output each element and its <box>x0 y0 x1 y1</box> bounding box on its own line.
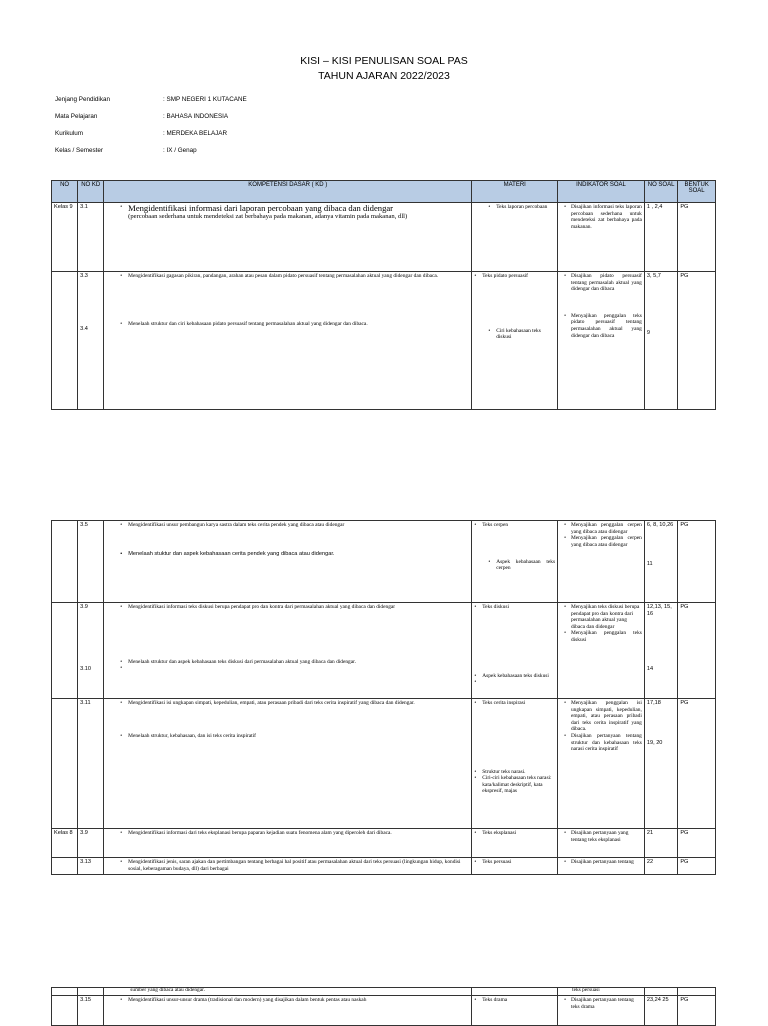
kompetensi-text: Menelaah struktur dan aspek kebahasaan teks diskusi dari permasalahan aktual yang dibaca dan didengar. <box>128 658 356 665</box>
kompetensi-text: Mengidentifikasi informasi teks diskusi berupa pendapat pro dan kontra dari permasalahan aktual yang dibaca dan didengar <box>128 604 396 610</box>
cell-kompetensi: • Mengidentifikasi unsur-unsur drama (tradisional dan modern) yang disajikan dalam bentuk pentas atau naskah <box>104 996 472 1026</box>
table-row <box>52 996 716 1026</box>
kompetensi-text: Mengidentifikasi gagasan pikiran, pandangan, arahan atau pesan dalam pidato persuasif tentang permasalahan aktual yang didengar dan dibaca. <box>128 273 439 279</box>
kompetensi-text: Mengidentifikasi jenis, saran ajakan dan pertimbangan tentang berbagai hal positif atau permasalahan aktual dari teks persuasi (lingkungan hidup, kondisi sosial, keberagaman budaya, dll) dari berbagai <box>128 859 461 872</box>
meta-label: Jenjang Pendidikan <box>55 96 110 103</box>
kompetensi-continuation: sumber yang dibaca atau didengar. <box>104 988 472 996</box>
cell-bentuk: PG <box>678 858 716 875</box>
table-row <box>52 603 716 699</box>
meta-value: : IX / Genap <box>163 147 197 154</box>
cell-indikator: • Disajikan informasi teks laporan percobaan sederhana untuk mendeteksi zat berbahaya pada makanan. <box>558 203 645 272</box>
kisi-table-1 <box>51 180 716 410</box>
kompetensi-text: Mengidentifikasi unsur pembangun karya sastra dalam teks cerita pendek yang dibaca atau didengar <box>128 522 345 528</box>
cell-materi: • Teks persuasi <box>472 858 558 875</box>
cell-kompetensi: • Mengidentifikasi jenis, saran ajakan dan pertimbangan tentang berbagai hal positif atau permasalahan aktual dari teks persuasi (lingkungan hidup, kondisi sosial, keberagaman budaya, dll) dari berbagai <box>104 858 472 875</box>
cell-materi: • Teks laporan percobaan <box>472 203 558 272</box>
kompetensi-text: Mengidentifikasi informasi dari teks eksplanasi berupa paparan kejadian suatu fenomena alam yang diperoleh dari dibaca. <box>128 830 392 836</box>
cell-kompetensi: • Mengidentifikasi informasi teks diskusi berupa pendapat pro dan kontra dari permasalahan aktual yang dibaca dan didengar • Menelaah struktur dan aspek kebahasaan teks diskusi dari permasalahan aktual yang dibaca dan didengar. • <box>104 603 472 699</box>
meta-label: Kurikulum <box>55 130 83 137</box>
table-row <box>52 988 716 996</box>
cell-no: Kelas 9 <box>52 203 78 272</box>
cell-kd: 3.9 <box>78 829 104 858</box>
header-no-soal: NO SOAL <box>644 181 677 203</box>
cell-indikator: • Disajikan pertanyaan tentang teks drama <box>558 996 645 1026</box>
kompetensi-text: Menelaah struktur dan ciri kebahasaan pidato persuasif tentang permasalahan aktual yang didengar dan dibaca. <box>128 320 368 327</box>
table-row <box>52 521 716 603</box>
cell-indikator: • Disajikan pidato persuasif tentang permasalah aktual yang didengar dan dibaca • Menyajikan penggalan teks pidato persuasif tentang permasalahan aktual yang didengar dan dibaca <box>558 272 645 410</box>
materi-text: Struktur teks narasi. <box>482 768 526 775</box>
meta-label: Kelas / Semester <box>55 147 103 154</box>
indikator-text: Menyajikan penggalan teks diskusi <box>570 630 642 643</box>
cell-kd: 3.13 <box>78 858 104 875</box>
cell-indikator: • Menyajikan penggalan isi ungkapan simpati, kepedulian, empati, atau perasaan pribadi dari teks cerita inspiratif yang dibaca. • Disajikan pertanyaan tentang struktur dan kebahasaan teks narasi cerita inspiratif <box>558 699 645 829</box>
kompetensi-subtext: (percobaan sederhana untuk mendeteksi zat berbahaya pada makanan, adanya vitamin pada makanan, dll) <box>128 213 408 221</box>
cell-indikator: • Disajikan pertanyaan yang tentang teks eksplanasi <box>558 829 645 858</box>
cell-no-soal: 21 <box>644 829 677 858</box>
materi-text: Teks diskusi <box>482 604 509 610</box>
cell-materi: • Teks diskusi • Aspek kebahasaan teks diskusi • <box>472 603 558 699</box>
cell-no-soal: 3, 5,7 9 <box>644 272 677 410</box>
kisi-table-3 <box>51 987 716 1026</box>
meta-label: Mata Pelajaran <box>55 113 98 120</box>
cell-bentuk: PG <box>678 272 716 410</box>
cell-bentuk: PG <box>678 521 716 603</box>
cell-kompetensi: • Mengidentifikasi gagasan pikiran, pandangan, arahan atau pesan dalam pidato persuasif tentang permasalahan aktual yang didengar dan dibaca. • Menelaah struktur dan ciri kebahasaan pidato persuasif tentang permasalahan aktual yang didengar dan dibaca. <box>104 272 472 410</box>
materi-text: Teks persuasi <box>482 859 512 865</box>
cell-kd: 3.11 <box>78 699 104 829</box>
materi-text: Ciri kebahasaan teks diskusi <box>496 327 541 341</box>
cell-kd: 3.5 <box>78 521 104 603</box>
cell-materi: • Teks drama <box>472 996 558 1026</box>
cell-bentuk: PG <box>678 203 716 272</box>
indikator-text: Disajikan pertanyaan yang tentang teks eksplanasi <box>570 830 629 843</box>
kompetensi-text: Mengidentifikasi isi ungkapan simpati, kepedulian, empati, atau perasaan pribadi dari teks cerita inspiratif yang dibaca dan didengar. <box>128 700 415 706</box>
cell-kompetensi: • Mengidentifikasi isi ungkapan simpati, kepedulian, empati, atau perasaan pribadi dari teks cerita inspiratif yang dibaca dan didengar. • Menelaah struktur, kebahasaan, dan isi teks cerita inspiratif <box>104 699 472 829</box>
materi-text: Aspek kebahasaan teks cerpen <box>496 558 556 572</box>
meta-value: : BAHASA INDONESIA <box>163 113 229 120</box>
header-no-kd: NO KD <box>78 181 104 203</box>
document-subtitle: TAHUN AJARAN 2022/2023 <box>318 70 450 82</box>
cell-no-soal: 22 <box>644 858 677 875</box>
cell-bentuk: PG <box>678 699 716 829</box>
kisi-table-2 <box>51 520 716 875</box>
materi-text: Teks pidato persuasif <box>482 273 528 279</box>
cell-no: Kelas 8 <box>52 829 78 858</box>
header-bentuk: BENTUK SOAL <box>678 181 716 203</box>
cell-kompetensi: • Mengidentifikasi unsur pembangun karya sastra dalam teks cerita pendek yang dibaca atau didengar • Menelaah stuktur dan aspek kebahasaan cerita pendek yang dibaca atau didengar. <box>104 521 472 603</box>
table-row <box>52 699 716 829</box>
indikator-text: Disajikan pertanyaan tentang struktur dan kebahasaan teks narasi cerita inspiratif <box>570 732 642 753</box>
meta-value: : MERDEKA BELAJAR <box>163 130 228 137</box>
header-materi: MATERI <box>472 181 558 203</box>
cell-materi: • Teks pidato persuasif • Ciri kebahasaan teks diskusi <box>472 272 558 410</box>
cell-no-soal: 23,24 25 <box>644 996 677 1026</box>
cell-bentuk: PG <box>678 996 716 1026</box>
indikator-text: Disajikan pertanyaan tentang teks drama <box>570 997 634 1010</box>
table-row <box>52 858 716 875</box>
cell-bentuk: PG <box>678 829 716 858</box>
cell-no-soal: 1 , 2,4 <box>644 203 677 272</box>
indikator-text: Disajikan pertanyaan tentang <box>570 859 634 865</box>
indikator-text: Menyajikan penggalan isi ungkapan simpati, kepedulian, empati, atau perasaan pribadi dari teks cerita inspiratif yang dibaca. <box>570 700 642 733</box>
materi-text: Ciri-ciri kebahasaan teks narasi: kata/kalimat deskriptif, kata ekspresif, majas <box>482 775 552 795</box>
indikator-continuation: teks persuasi <box>558 988 645 996</box>
cell-materi: • Teks cerpen • Aspek kebahasaan teks cerpen <box>472 521 558 603</box>
indikator-text: Menyajikan teks diskusi berupa pendapat pro dan kontra dari permasalahan aktual yang dibaca dan didengar <box>570 604 640 630</box>
kompetensi-text: Menelaah stuktur dan aspek kebahasaan cerita pendek yang dibaca atau didengar. <box>128 550 335 557</box>
header-indikator: INDIKATOR SOAL <box>558 181 645 203</box>
header-no: NO <box>52 181 78 203</box>
indikator-text: Menyajikan penggalan cerpen yang dibaca atau didengar <box>570 535 642 548</box>
kompetensi-text: Mengidentifikasi unsur-unsur drama (tradisional dan modern) yang disajikan dalam bentuk pentas atau naskah <box>128 997 367 1003</box>
cell-indikator: • Menyajikan penggalan cerpen yang dibaca atau didengar • Menyajikan penggalan cerpen yang dibaca atau didengar <box>558 521 645 603</box>
cell-kompetensi: • Mengidentifikasi informasi dari teks eksplanasi berupa paparan kejadian suatu fenomena alam yang diperoleh dari dibaca. <box>104 829 472 858</box>
kompetensi-text: Menelaah struktur, kebahasaan, dan isi teks cerita inspiratif <box>128 732 256 739</box>
table-row <box>52 829 716 858</box>
cell-materi: • Teks cerita inspirasi • Struktur teks narasi. • Ciri-ciri kebahasaan teks narasi: kata/kalimat deskriptif, kata ekspresif, majas <box>472 699 558 829</box>
indikator-text: Menyajikan penggalan teks pidato persuasif tentang permasalahan aktual yang didengar dan dibaca <box>570 312 642 339</box>
materi-text: Teks cerpen <box>482 522 509 528</box>
header-kompetensi: KOMPETENSI DASAR ( KD ) <box>104 181 472 203</box>
cell-kd: 3.3 3.4 <box>78 272 104 410</box>
kompetensi-text: Mengidentifikasi informasi dari laporan percobaan yang dibaca dan didengar <box>128 203 394 213</box>
table-row <box>52 203 716 272</box>
cell-bentuk: PG <box>678 603 716 699</box>
cell-no-soal: 12,13, 15, 16 14 <box>644 603 677 699</box>
cell-indikator: • Menyajikan teks diskusi berupa pendapat pro dan kontra dari permasalahan aktual yang dibaca dan didengar • Menyajikan penggalan teks diskusi <box>558 603 645 699</box>
cell-kd: 3.1 <box>78 203 104 272</box>
table-header-row <box>52 181 716 203</box>
cell-indikator: • Disajikan pertanyaan tentang <box>558 858 645 875</box>
cell-kd: 3.9 3.10 <box>78 603 104 699</box>
materi-text: Aspek kebahasaan teks diskusi <box>482 672 549 679</box>
materi-text: Teks cerita inspirasi <box>482 700 526 706</box>
cell-kompetensi: • Mengidentifikasi informasi dari laporan percobaan yang dibaca dan didengar (percobaan sederhana untuk mendeteksi zat berbahaya pada makanan, adanya vitamin pada makanan, dll) <box>104 203 472 272</box>
materi-text: Teks laporan percobaan <box>496 204 548 210</box>
materi-text: Teks eksplanasi <box>482 830 517 836</box>
document-title: KISI – KISI PENULISAN SOAL PAS <box>300 55 468 67</box>
cell-no-soal: 17,18 19, 20 <box>644 699 677 829</box>
cell-materi: • Teks eksplanasi <box>472 829 558 858</box>
cell-no-soal: 6, 8, 10,26 11 <box>644 521 677 603</box>
table-row <box>52 272 716 410</box>
indikator-text: Disajikan informasi teks laporan percobaan sederhana untuk mendeteksi zat berbahaya pada makanan. <box>570 204 642 230</box>
indikator-text: Menyajikan penggalan cerpen yang dibaca atau didengar <box>570 522 642 535</box>
cell-kd: 3.15 <box>78 996 104 1026</box>
meta-value: : SMP NEGERI 1 KUTACANE <box>163 96 247 103</box>
indikator-text: Disajikan pidato persuasif tentang permasalah aktual yang didengar dan dibaca <box>570 273 642 293</box>
materi-text: Teks drama <box>482 997 508 1003</box>
